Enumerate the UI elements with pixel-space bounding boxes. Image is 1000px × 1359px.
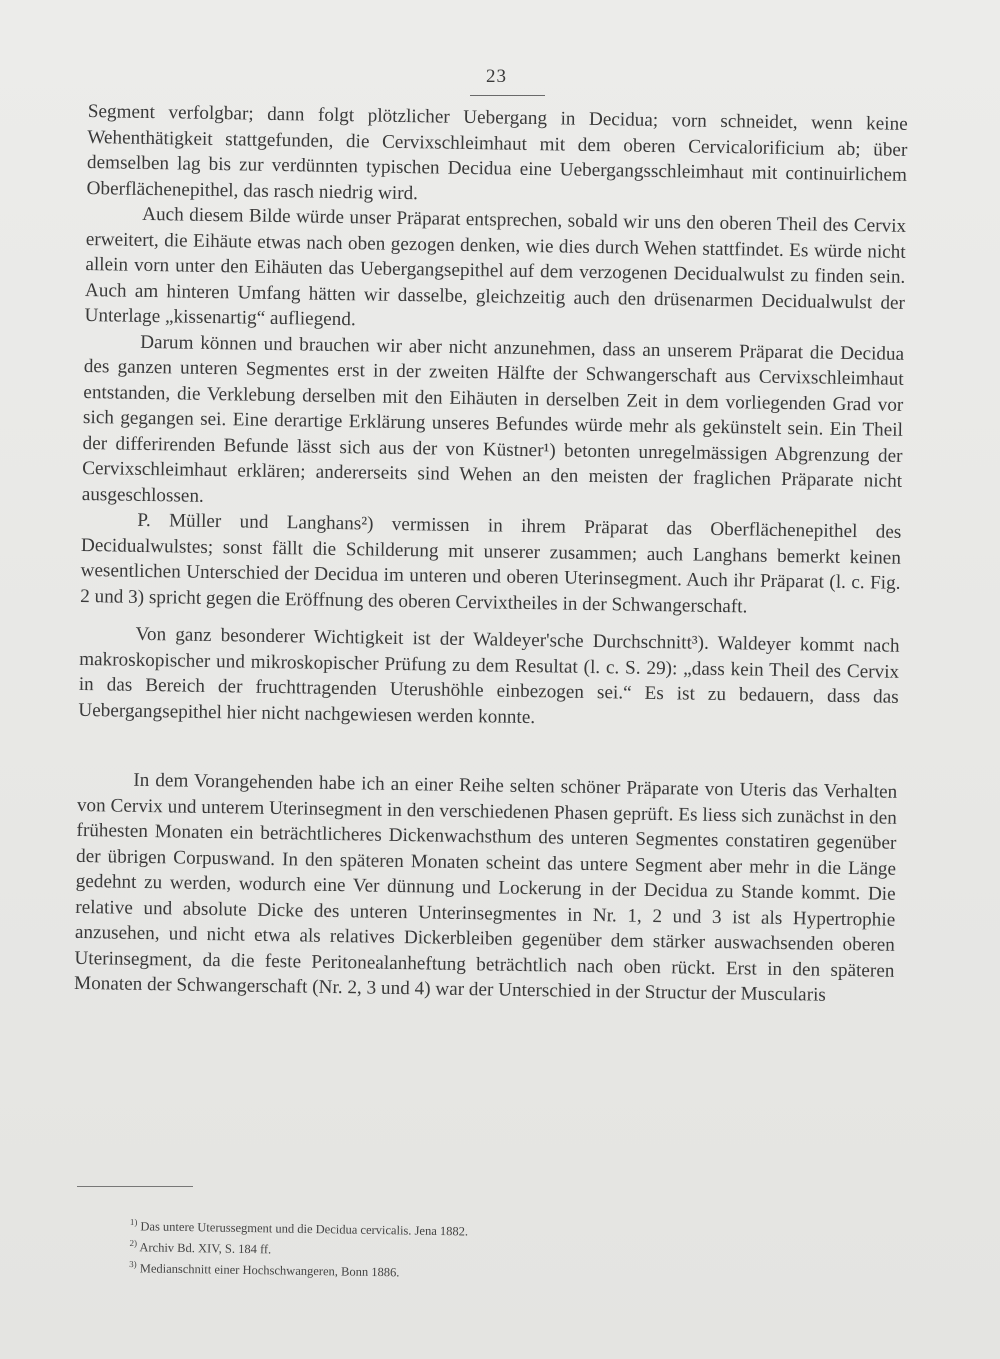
text-line: Zeit in dem vorliegenden Grad vor sich gegangen sei. Eine derartige Erklärung unseres bbox=[82, 389, 904, 435]
text-line: kommt nach makroskopischer und mikroskopischer Prüfung zu dem Resultat (l. c. S. 29): bbox=[79, 634, 900, 679]
paragraph-4 bbox=[80, 507, 902, 622]
text-line: verzogenen Decidualwulst zu finden sein. Auch am hinteren Umfang hätten wir dasselbe, bbox=[84, 261, 906, 307]
text-line: stattfindet. Es würde nicht allein vorn unter den Eihäuten das Uebergangsepithel auf dem bbox=[85, 238, 906, 283]
text-line: Decidualwulstes; sonst fällt die Schilderung mit unserer zusammen; auch Langhans bemerkt bbox=[80, 534, 850, 568]
paragraph-3 bbox=[82, 328, 905, 519]
text-line: Es ist zu bedauern, dass das Uebergangsepithel hier nicht nachgewiesen werden konnte. bbox=[78, 682, 899, 728]
text-line: da die feste Peritonealanheftung beträchtlich nach oben rückt. Erst in den späteren Monaten bbox=[73, 949, 895, 996]
text-line: keinen wesentlichen Unterschied der Decidua im unteren und oberen Uterinsegment. Auch bbox=[80, 546, 902, 592]
text-line: unteren Segmentes constatiren gegenüber der übrigen Corpuswand. In den späteren Monaten bbox=[75, 827, 897, 873]
footnotes bbox=[129, 1214, 730, 1287]
text-line: das Verhalten von Cervix und unterem Uterinsegment in den verschiedenen Phasen geprüft. bbox=[76, 780, 898, 825]
body-text bbox=[74, 99, 908, 1009]
footnote-mark: 2) bbox=[129, 1238, 138, 1249]
footnote-text: Das untere Uterussegment und die Decidua cervicalis. Jena 1882. bbox=[140, 1219, 469, 1239]
text-line: der Schwangerschaft (Nr. 2, 3 und 4) war der Unterschied in der Structur der Muscularis bbox=[146, 974, 827, 1006]
text-line: des unteren Unterinsegmentes in Nr. 1, 2 und 3 ist als Hypertrophie anzusehen, und nicht bbox=[74, 900, 896, 946]
text-line: ihr Präparat (l. c. Fig. 2 und 3) spricht gegen die Eröffnung des oberen Cervixtheiles in der bbox=[80, 570, 901, 615]
footnote-text: Archiv Bd. XIV, S. 184 ff. bbox=[139, 1240, 272, 1257]
page-number-rule bbox=[470, 95, 545, 96]
paragraph-1 bbox=[86, 99, 908, 214]
text-line: über demselben lag bis zur verdünnten typischen Decidua eine Uebergangsschleimhaut mit bbox=[86, 138, 908, 184]
text-line: P. Müller und Langhans²) vermissen in ihrem Präparat das Oberflächenepithel des bbox=[137, 509, 902, 543]
text-line: scheint das untere Segment aber mehr in die Länge gedehnt zu werden, wodurch eine Ver bbox=[75, 851, 897, 897]
text-line: Es liess sich zunächst in den frühesten Monaten ein beträchtlicheres Dickenwachsthum des bbox=[76, 803, 897, 849]
footnote-text: Medianschnitt einer Hochschwangeren, Bonn 1886. bbox=[139, 1261, 400, 1280]
paragraph-2 bbox=[84, 201, 906, 341]
footnote-mark: 1) bbox=[129, 1216, 138, 1228]
text-line: die Decidua des ganzen unteren Segmentes erst in der zweiten Hälfte der Schwangerschaft bbox=[83, 341, 905, 388]
page-number: 23 bbox=[486, 66, 507, 87]
text-line: Schwangerschaft. bbox=[611, 593, 748, 617]
text-line: andererseits sind Wehen an den meisten der fraglichen Präparate nicht ausgeschlossen. bbox=[81, 461, 903, 507]
footnote-rule bbox=[77, 1186, 193, 1187]
text-line: dünnung und Lockerung in der Decidua zu Stande kommt. Die relative und absolute Dicke bbox=[75, 875, 896, 922]
text-line: des Cervix erweitert, die Eihäute etwas nach oben gezogen denken, wie dies durch Wehen bbox=[85, 214, 907, 260]
text-line: etwa als relatives Dickerbleiben gegenüber dem stärker auswachsenden oberen Uterinsegment, bbox=[74, 924, 895, 971]
text-line: „dass kein Theil des Cervix in das Bereich der fruchttragenden Uterushöhle einbezogen sei.“ bbox=[78, 657, 900, 704]
footnote-mark: 3) bbox=[129, 1259, 137, 1270]
text-line: Wehenthätigkeit stattgefunden, die Cervixschleimhaut mit dem oberen Cervicalorificium ab; bbox=[87, 126, 874, 160]
text-line: aus Cervixschleimhaut entstanden, die Verklebung derselben mit den Eihäuten in derselben bbox=[83, 366, 904, 411]
text-line: In dem Vorangehenden habe ich an einer Reihe selten schöner Präparate von Uteris bbox=[133, 769, 793, 802]
text-line: Befundes würde mehr als gekünstelt sein. Ein Theil der differirenden Befunde lässt sich bbox=[82, 413, 904, 459]
text-line: continuirlichem Oberflächenepithel, das rasch niedrig wird. bbox=[86, 162, 908, 204]
text-line: gleichzeitig auch den drüsenarmen Decidualwulst der Unterlage „kissenartig“ aufliegend. bbox=[84, 285, 906, 331]
paragraph-6 bbox=[74, 767, 898, 1009]
text-line: Auch diesem Bilde würde unser Präparat entsprechen, sobald wir uns den oberen Theil bbox=[142, 203, 824, 236]
text-line: Segment verfolgbar; dann folgt plötzlicher Uebergang in Decidua; vorn schneidet, wenn keine bbox=[87, 100, 908, 135]
text-line: aus der von Küstner¹) betonten unregelmässigen Abgrenzung der Cervixschleimhaut erklären; bbox=[82, 437, 903, 483]
paragraph-5 bbox=[78, 621, 900, 736]
text-line: Darum können und brauchen wir aber nicht anzunehmen, dass an unserem Präparat bbox=[140, 331, 811, 363]
text-line: Von ganz besonderer Wichtigkeit ist der Waldeyer'sche Durchschnitt³). Waldeyer bbox=[135, 623, 800, 656]
